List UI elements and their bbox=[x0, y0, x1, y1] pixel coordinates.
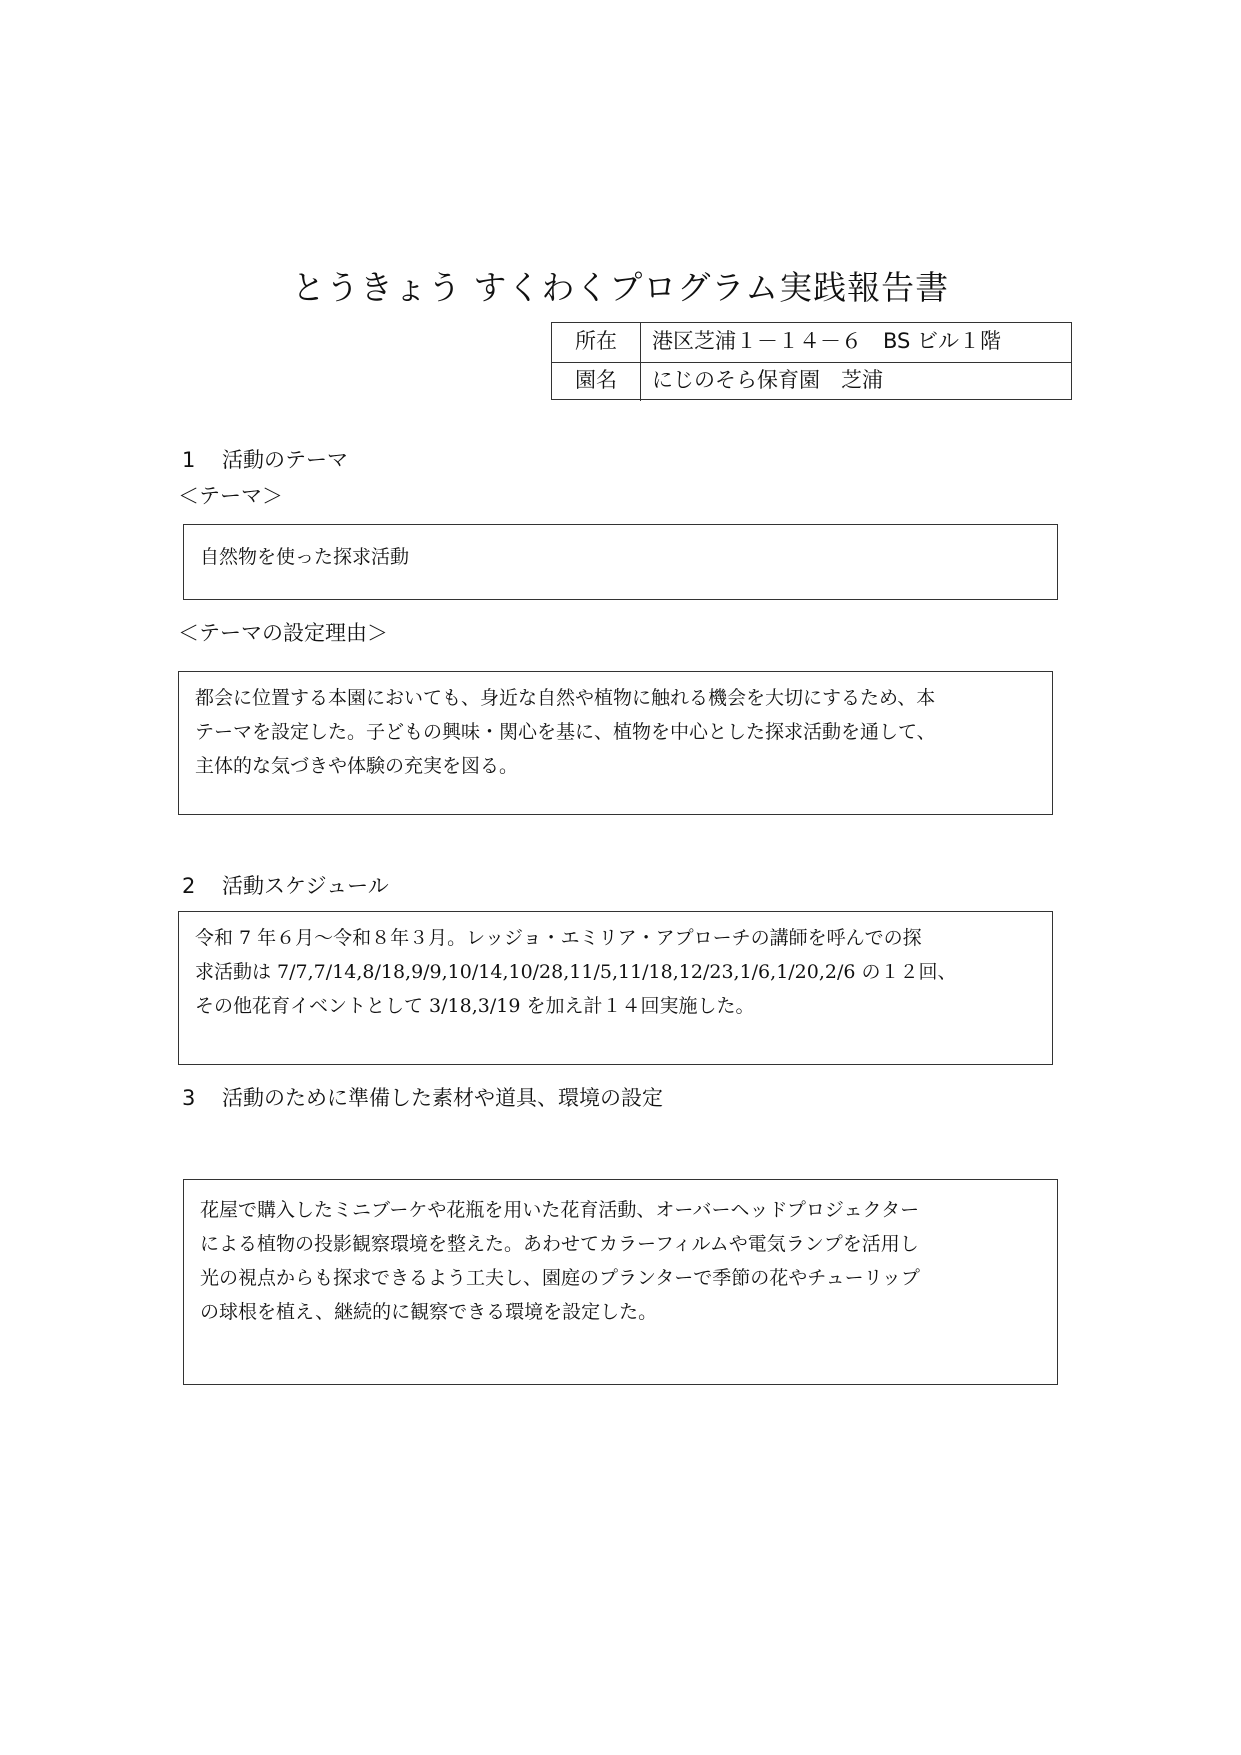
theme-label: ＜テーマ＞ bbox=[178, 484, 283, 508]
section2-heading bbox=[182, 870, 389, 900]
section1-title: 活動のテーマ bbox=[222, 448, 348, 472]
name-value: にじのそら保育園 芝浦 bbox=[652, 368, 883, 392]
theme-text: 自然物を使った探求活動 bbox=[200, 546, 410, 568]
section2-title: 活動スケジュール bbox=[222, 874, 389, 898]
schedule-line: 令和 7 年６月～令和８年３月。レッジョ・エミリア・アプローチの講師を呼んでの探 bbox=[195, 927, 922, 949]
schedule-line: 求活動は 7/7,7/14,8/18,9/9,10/14,10/28,11/5,11/18,12/23,1/6,1/20,2/6 の１２回、 bbox=[195, 961, 957, 983]
reason-label: ＜テーマの設定理由＞ bbox=[178, 621, 388, 645]
page-title: とうきょう すくわくプログラム実践報告書 bbox=[291, 268, 950, 307]
theme-box bbox=[183, 524, 1058, 600]
name-label: 園名 bbox=[552, 362, 641, 401]
reason-line: 都会に位置する本園においても、身近な自然や植物に触れる機会を大切にするため、本 bbox=[195, 687, 936, 709]
section1-number: 1 bbox=[182, 448, 196, 472]
materials-box bbox=[183, 1179, 1058, 1385]
section3-number: 3 bbox=[182, 1086, 196, 1110]
location-value: 港区芝浦１－１４－６ BS ビル１階 bbox=[652, 329, 1002, 353]
location-label: 所在 bbox=[552, 323, 641, 362]
info-row-location bbox=[552, 323, 1071, 363]
materials-line: による植物の投影観察環境を整えた。あわせてカラーフィルムや電気ランプを活用し bbox=[200, 1233, 919, 1255]
info-table bbox=[551, 322, 1072, 400]
materials-line: の球根を植え、継続的に観察できる環境を設定した。 bbox=[200, 1301, 658, 1323]
reason-box bbox=[178, 671, 1053, 815]
schedule-box bbox=[178, 911, 1053, 1065]
section2-number: 2 bbox=[182, 874, 196, 898]
section3-title: 活動のために準備した素材や道具、環境の設定 bbox=[222, 1086, 663, 1110]
section3-heading bbox=[182, 1082, 663, 1112]
materials-line: 光の視点からも探求できるよう工夫し、園庭のプランターで季節の花やチューリップ bbox=[200, 1267, 920, 1289]
schedule-line: その他花育イベントとして 3/18,3/19 を加え計１４回実施した。 bbox=[195, 995, 755, 1017]
section1-heading bbox=[182, 444, 348, 474]
reason-line: 主体的な気づきや体験の充実を図る。 bbox=[195, 755, 519, 777]
materials-line: 花屋で購入したミニブーケや花瓶を用いた花育活動、オーバーヘッドプロジェクター bbox=[200, 1199, 920, 1221]
reason-line: テーマを設定した。子どもの興味・関心を基に、植物を中心とした探求活動を通して、 bbox=[195, 721, 936, 743]
info-row-name bbox=[552, 362, 1071, 401]
